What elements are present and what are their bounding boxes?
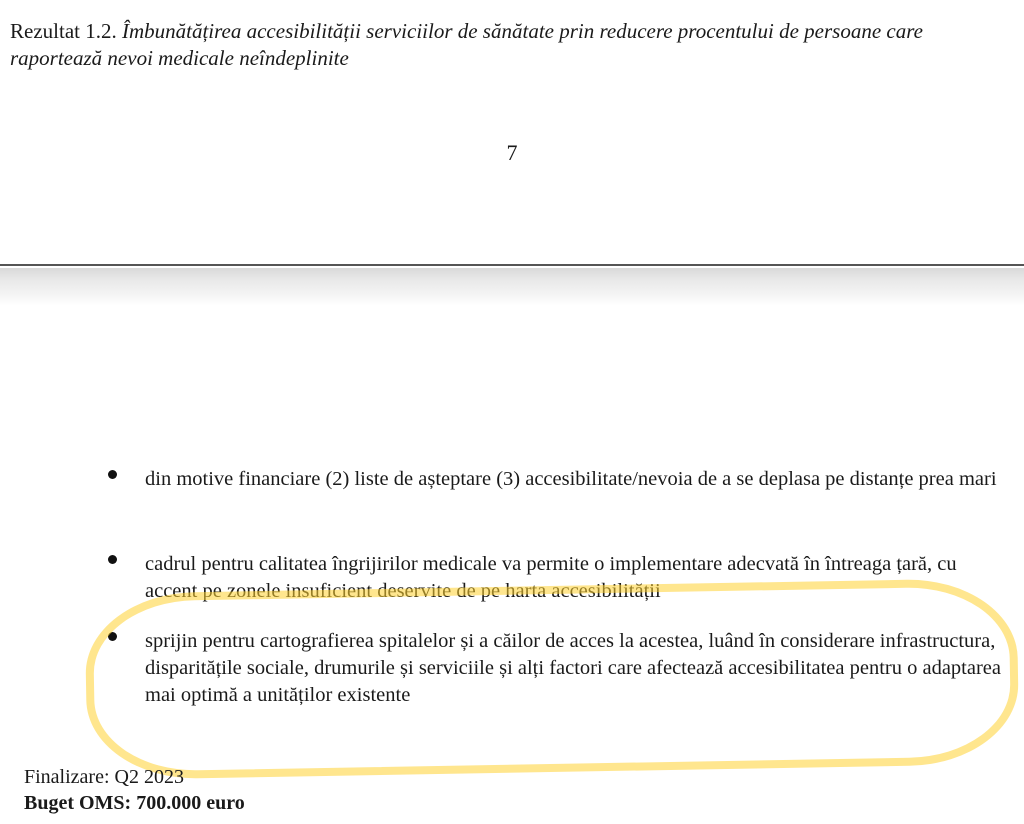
bullet-dot-icon: [108, 632, 117, 641]
result-label: Rezultat 1.2.: [10, 19, 117, 43]
bullet-text: din motive financiare (2) liste de așteptare (3) accesibilitate/nevoia de a se deplasa pe distanțe prea mari: [145, 468, 997, 490]
bullet-text: cadrul pentru calitatea îngrijirilor medicale va permite o implementare adecvată în întreaga țară, cu accent pe zonele insuficient deservite de pe harta accesibilității: [145, 553, 957, 602]
page-number: 7: [506, 140, 518, 165]
page-gap: [0, 268, 1024, 306]
bullet-text: sprijin pentru cartografierea spitalelor și a căilor de acces la acestea, luând în considerare infrastructura, disparitățile sociale, drumurile și serviciile și alți factori care afectează accesibilitatea pentru o adaptarea mai optimă a unităților existente: [145, 630, 1002, 706]
upper-page: [0, 0, 1024, 270]
result-heading: [10, 18, 970, 72]
result-title: Îmbunătățirea accesibilității serviciilor de sănătate prin reducere procentului de persoane care raportează nevoi medicale neîndeplinite: [10, 19, 923, 70]
buget-text: Buget OMS: 700.000 euro: [24, 792, 245, 814]
finalizare-text: Finalizare: Q2 2023: [24, 766, 184, 788]
bullet-dot-icon: [108, 470, 117, 479]
page-edge-line: [0, 264, 1024, 266]
bullet-dot-icon: [108, 555, 117, 564]
